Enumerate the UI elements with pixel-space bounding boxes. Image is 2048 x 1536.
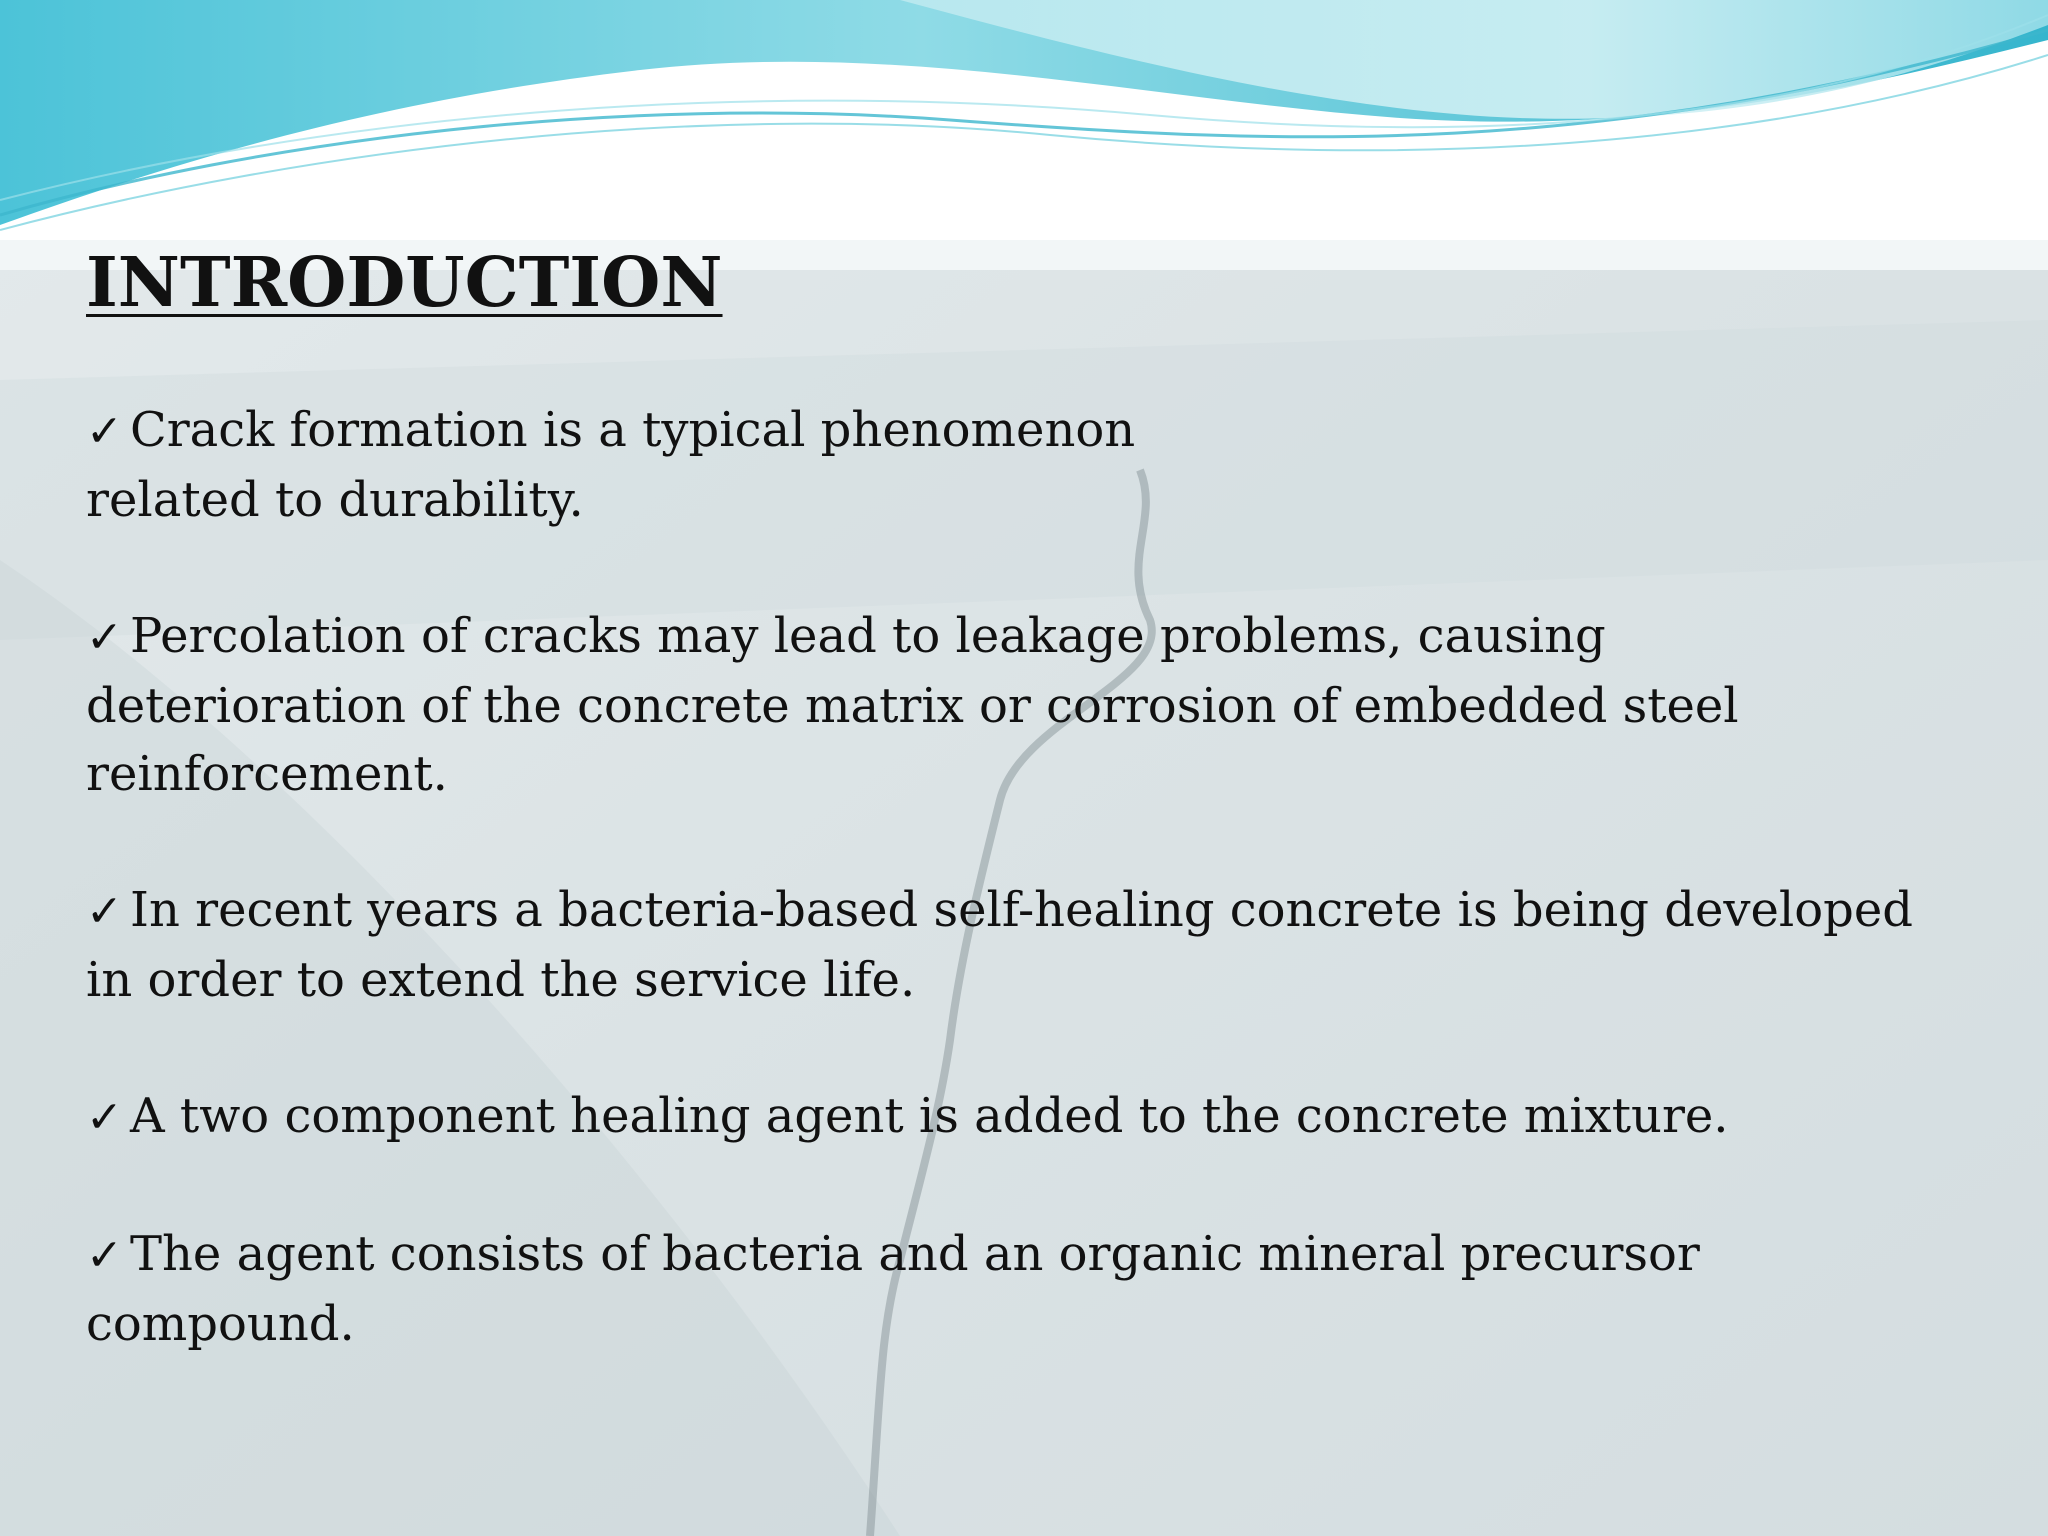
slide-content	[86, 238, 1986, 1426]
bullet-text: In recent years a bacteria-based self-healing concrete is being developed	[130, 882, 1913, 938]
bullet-line	[86, 396, 1936, 466]
bullet-text: The agent consists of bacteria and an organic mineral precursor	[130, 1226, 1700, 1282]
checkmark-icon: ✓	[86, 1092, 123, 1143]
checkmark-icon: ✓	[86, 886, 123, 937]
bullet-item	[86, 396, 1936, 534]
bullet-text: A two component healing agent is added to the concrete mixture.	[130, 1088, 1729, 1144]
bullet-text: Percolation of cracks may lead to leakage problems, causing	[130, 608, 1606, 664]
slide-title: INTRODUCTION	[86, 243, 723, 323]
checkmark-icon: ✓	[86, 1230, 123, 1281]
bullet-item	[86, 1220, 1936, 1358]
bullet-line	[86, 1082, 1936, 1152]
bullet-line: related to durability.	[86, 472, 584, 528]
bullet-item	[86, 876, 1936, 1014]
bullet-text: Crack formation is a typical phenomenon	[130, 402, 1136, 458]
bullet-item	[86, 1082, 1936, 1152]
bullet-item	[86, 602, 1936, 808]
bullet-line: compound.	[86, 1296, 355, 1352]
checkmark-icon: ✓	[86, 612, 123, 663]
bullet-line	[86, 1220, 1936, 1290]
checkmark-icon: ✓	[86, 406, 123, 457]
bullet-line	[86, 602, 1936, 672]
bullet-line	[86, 876, 1936, 946]
bullet-line: deterioration of the concrete matrix or corrosion of embedded steel	[86, 678, 1739, 734]
bullet-line: in order to extend the service life.	[86, 952, 916, 1008]
bullet-line: reinforcement.	[86, 746, 448, 802]
